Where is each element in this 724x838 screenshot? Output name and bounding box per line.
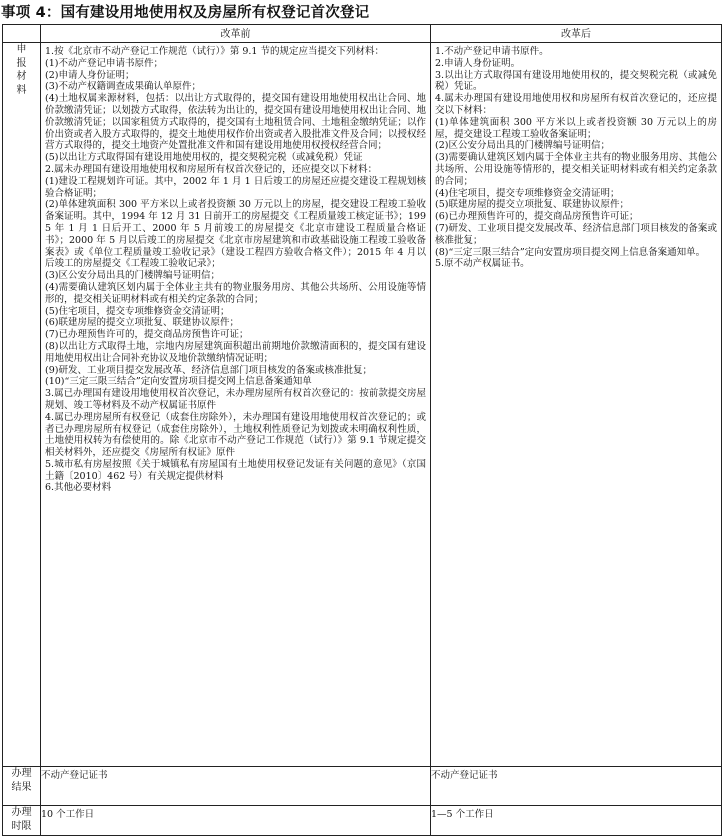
time-label: 办理时限	[11, 807, 32, 832]
list-item: (1)单体建筑面积 300 平方米以上或者投资额 30 万元以上的房屋，提交建设工程竣工验收备案证明；	[435, 116, 717, 140]
list-item: (2)单体建筑面积 300 平方米以上或者投资额 30 万元以上的房屋，提交建设工程竣工验收备案证明。其中，1994 年 12 月 31 日前开工的房屋提交《工程质量竣工核定证书》；1995 年 1 月 1 日后开工、2000 年 5 月前竣工的房屋提交《北京市建设工程质量合格证书》；2000 年 5 月以后竣工的房屋提交《北京市房屋建筑和市政基础设施工程竣工验收备案表》或《单位工程质量竣工验收记录》（建设工程四方验收合格文件）；2015 年 4 月以后竣工的房屋提交《工程竣工验收记录》；	[45, 199, 426, 270]
list-item: 2.申请人身份证明。	[435, 57, 521, 69]
header-blank-cell	[3, 25, 41, 43]
after-materials-list	[431, 43, 721, 270]
list-item: (6)已办理预售许可的，提交商品房预售许可证；	[435, 211, 639, 223]
time-row	[3, 806, 722, 836]
list-item: (5)住宅项目，提交专项维修资金交清证明；	[45, 305, 230, 317]
header-after: 改革后	[431, 25, 722, 43]
time-before: 10 个工作日	[41, 806, 431, 836]
list-item: (9)研发、工业项目提交发展改革、经济信息部门项目核发的备案或核准批复；	[45, 364, 372, 376]
comparison-table	[2, 24, 722, 836]
list-item: (1)建设工程规划许可证。其中，2002 年 1 月 1 日后竣工的房屋还应提交建设工程规划核验合格证明；	[45, 175, 426, 199]
result-label: 办理结果	[11, 768, 32, 793]
list-item: (7)已办理预售许可的，提交商品房预售许可证；	[45, 329, 249, 341]
header-before: 改革前	[41, 25, 431, 43]
list-item: (4)需要确认建筑区划内属于全体业主共有的物业服务用房、其他公共场所、公用设施等情形的，提交相关证明材料或有相关约定条款的合同；	[45, 281, 426, 305]
document-title: 事项 4：国有建设用地使用权及房屋所有权登记首次登记	[1, 5, 370, 21]
list-item: 3.以出让方式取得国有建设用地使用权的，提交契税完税（或减免税）凭证。	[435, 69, 717, 93]
result-row	[3, 767, 722, 806]
list-item: (2)区公安分局出具的门楼牌编号证明信；	[435, 140, 610, 152]
materials-label-cell	[3, 43, 41, 767]
after-materials-cell	[431, 43, 722, 767]
materials-row	[3, 43, 722, 767]
before-materials-list	[41, 43, 430, 494]
list-item: 2.属未办理国有建设用地使用权和房屋所有权首次登记的，还应提交以下材料：	[45, 163, 378, 175]
time-after: 1—5 个工作日	[431, 806, 722, 836]
list-item: 4.属未办理国有建设用地使用权和房屋所有权首次登记的，还应提交以下材料：	[435, 93, 717, 116]
list-item: (8)“三定三限三结合”定向安置房项目提交网上信息备案通知单。	[435, 246, 706, 258]
result-before: 不动产登记证书	[41, 767, 431, 806]
list-item: (3)需要确认建筑区划内属于全体业主共有的物业服务用房、其他公共场所、公用设施等情形的，提交相关证明材料或有相关约定条款的合同；	[435, 152, 717, 187]
list-item: (10)“三定三限三结合”定向安置房项目提交网上信息备案通知单	[45, 376, 312, 388]
list-item: (3)区公安分局出具的门楼牌编号证明信；	[45, 270, 220, 282]
list-item: 1.按《北京市不动产登记工作规范（试行）》第 9.1 节的规定应当提交下列材料：	[45, 46, 384, 57]
list-item: 1.不动产登记申请书原件。	[435, 46, 549, 57]
table-header-row	[3, 25, 722, 43]
list-item: 5.原不动产权属证书。	[435, 258, 530, 270]
list-item: (8)以出让方式取得土地，宗地内房屋建筑面积超出前期地价款缴清面积的，提交国有建设用地使用权出让合同补充协议及地价款缴纳情况证明；	[45, 340, 426, 364]
list-item: (2)申请人身份证明；	[45, 69, 135, 81]
list-item: 4.属已办理房屋所有权登记（成套住房除外），未办理国有建设用地使用权首次登记的；或者已办理房屋所有权登记（成套住房除外），土地权利性质登记为划拨或未明确权利性质，土地使用权转为有偿使用的。除《北京市不动产登记工作规范（试行）》第 9.1 节规定提交相关材料外，还应提交《房屋所有权证》原件	[45, 411, 426, 459]
list-item: (4)住宅项目，提交专项维修资金交清证明；	[435, 187, 620, 199]
list-item: (1)不动产登记申请书原件；	[45, 57, 163, 69]
list-item: (3)不动产权籍调查成果确认单原件；	[45, 81, 201, 93]
list-item: (4)土地权属来源材料，包括：以出让方式取得的，提交国有建设用地使用权出让合同、地价款缴清凭证；以划拨方式取得，依法转为出让的，提交国有建设用地使用权出让合同、地价款缴清凭证；以国家租赁方式取得的，提交国有土地租赁合同、土地租金缴纳凭证；以作价出资或者入股方式取得的，提交土地使用权作价出资或者入股批准文件及合同；以授权经营方式取得的，提交土地资产处置批准文件和国有建设用地使用权授权经营合同；	[45, 93, 426, 152]
list-item: (6)联建房屋的提交立项批复、联建协议原件；	[45, 317, 239, 329]
result-label-cell	[3, 767, 41, 806]
list-item: (5)联建房屋的提交立项批复、联建协议原件；	[435, 199, 629, 211]
list-item: (5)以出让方式取得国有建设用地使用权的，提交契税完税（或减免税）凭证	[45, 152, 363, 164]
materials-label: 申报材料	[16, 44, 27, 96]
before-materials-cell	[41, 43, 431, 767]
result-after: 不动产登记证书	[431, 767, 722, 806]
list-item: 3.属已办理国有建设用地使用权首次登记，未办理房屋所有权首次登记的：按前款提交房屋规划、竣工等材料及不动产权属证书原件	[45, 388, 426, 411]
list-item: 6.其他必要材料	[45, 482, 112, 494]
time-label-cell	[3, 806, 41, 836]
list-item: (7)研发、工业项目提交发展改革、经济信息部门项目核发的备案或核准批复；	[435, 222, 717, 246]
list-item: 5.城市私有房屋按照《关于城镇私有房屋国有土地使用权登记发证有关问题的意见》（京国土籍〔2010〕462 号）有关规定提供材料	[45, 458, 426, 482]
